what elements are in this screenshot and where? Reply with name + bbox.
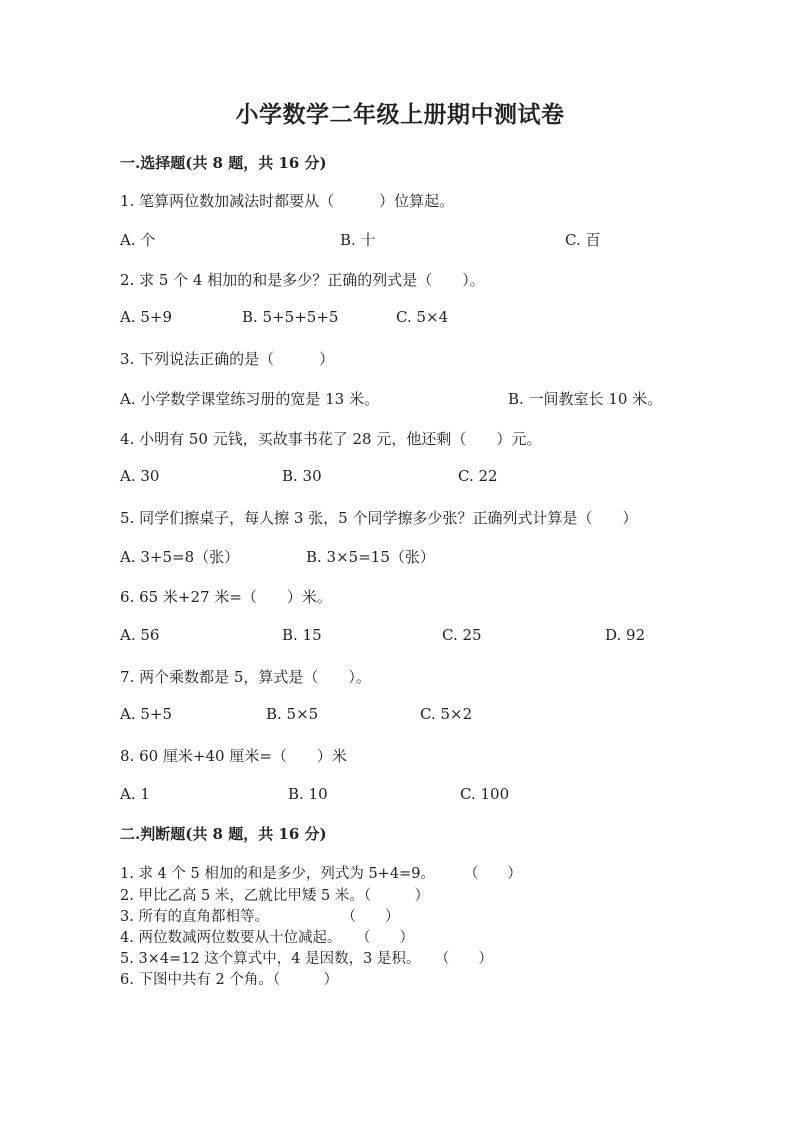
judgement-item-3: 3. 所有的直角都相等。 （ ） [120, 909, 400, 925]
q2-option-b: B. 5+5+5+5 [242, 308, 339, 326]
judgement-item-4: 4. 两位数减两位数要从十位减起。 （ ） [120, 930, 414, 946]
q8-option-c: C. 100 [460, 785, 510, 803]
page-title: 小学数学二年级上册期中测试卷 [235, 101, 565, 128]
q4-option-c: C. 22 [458, 467, 498, 485]
q4-option-b: B. 30 [282, 467, 322, 485]
q7-option-b: B. 5×5 [266, 705, 319, 723]
judgement-item-1: 1. 求 4 个 5 相加的和是多少，列式为 5+4=9。 （ ） [120, 866, 522, 882]
q1-option-c: C. 百 [565, 231, 601, 249]
judgement-item-2: 2. 甲比乙高 5 米，乙就比甲矮 5 米。（ ） [120, 888, 430, 904]
question-6: 6. 65 米+27 米=（ ）米。 [120, 588, 332, 606]
q8-option-b: B. 10 [288, 785, 328, 803]
q6-option-a: A. 56 [120, 626, 160, 644]
q4-option-a: A. 30 [120, 467, 160, 485]
q5-option-a: A. 3+5=8（张） [120, 548, 240, 566]
question-3: 3. 下列说法正确的是（ ） [120, 350, 335, 368]
q6-option-b: B. 15 [282, 626, 322, 644]
q3-option-b: B. 一间教室长 10 米。 [508, 390, 663, 408]
q1-option-b: B. 十 [340, 231, 376, 249]
q7-option-a: A. 5+5 [120, 705, 173, 723]
question-2: 2. 求 5 个 4 相加的和是多少？正确的列式是（ ）。 [120, 271, 485, 289]
q2-option-a: A. 5+9 [120, 308, 173, 326]
section-heading-choice: 一.选择题(共 8 题，共 16 分) [120, 154, 327, 172]
q6-option-d: D. 92 [605, 626, 646, 644]
question-8: 8. 60 厘米+40 厘米=（ ）米 [120, 747, 347, 765]
q7-option-c: C. 5×2 [420, 705, 473, 723]
question-7: 7. 两个乘数都是 5，算式是（ ）。 [120, 668, 371, 686]
q2-option-c: C. 5×4 [396, 308, 449, 326]
question-4: 4. 小明有 50 元钱，买故事书花了 28 元，他还剩（ ）元。 [120, 430, 542, 448]
q1-option-a: A. 个 [120, 231, 156, 249]
section-heading-judgement: 二.判断题(共 8 题，共 16 分) [120, 825, 327, 843]
q5-option-b: B. 3×5=15（张） [306, 548, 435, 566]
question-5: 5. 同学们擦桌子，每人擦 3 张，5 个同学擦多少张？正确列式计算是（ ） [120, 509, 638, 527]
question-1: 1. 笔算两位数加减法时都要从（ ）位算起。 [120, 192, 455, 210]
q8-option-a: A. 1 [120, 785, 150, 803]
q6-option-c: C. 25 [442, 626, 482, 644]
judgement-item-6: 6. 下图中共有 2 个角。（ ） [120, 972, 339, 988]
judgement-item-5: 5. 3×4=12 这个算式中，4 是因数，3 是积。 （ ） [120, 951, 493, 967]
q3-option-a: A. 小学数学课堂练习册的宽是 13 米。 [120, 390, 379, 408]
